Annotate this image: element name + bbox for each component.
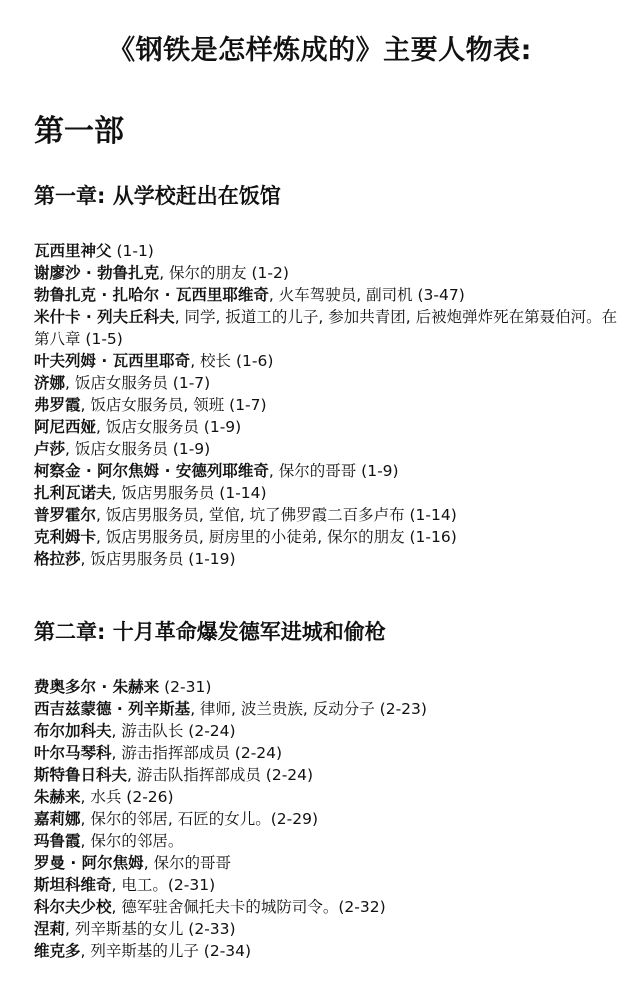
character-description: , 保尔的哥哥 — [143, 854, 232, 872]
list-item — [34, 394, 624, 416]
character-description: , 保尔的朋友 (1-2) — [159, 264, 289, 282]
character-name: 济娜 — [34, 374, 66, 392]
character-name: 朱赫来 — [34, 788, 81, 806]
list-item — [34, 676, 624, 698]
character-name: 维克多 — [34, 942, 81, 960]
list-item — [34, 526, 624, 548]
character-name: 格拉莎 — [34, 550, 81, 568]
character-description: , 饭店男服务员 (1-14) — [111, 484, 267, 502]
character-name: 布尔加科夫 — [34, 722, 112, 740]
character-name: 柯察金 · 阿尔焦姆 · 安德列耶维奇 — [34, 462, 269, 480]
character-description: , 饭店男服务员 (1-19) — [80, 550, 236, 568]
chapter-section — [34, 618, 624, 962]
character-description: , 列辛斯基的女儿 (2-33) — [65, 920, 236, 938]
character-name: 阿尼西娅 — [34, 418, 97, 436]
list-item — [34, 548, 624, 570]
character-name: 普罗霍尔 — [34, 506, 97, 524]
character-name: 斯坦科维奇 — [34, 876, 112, 894]
character-description: , 同学, 扳道工的儿子, 参加共青团, 后被炮弹炸死在第聂伯河。在第八章 (1-5) — [34, 308, 618, 348]
list-item — [34, 940, 624, 962]
character-description: , 律师, 波兰贵族, 反动分子 (2-23) — [190, 700, 427, 718]
character-name: 嘉莉娜 — [34, 810, 81, 828]
list-item — [34, 460, 624, 482]
character-description: , 饭店女服务员 (1-7) — [65, 374, 211, 392]
character-description: , 游击队长 (2-24) — [111, 722, 236, 740]
character-description: , 饭店女服务员 (1-9) — [65, 440, 211, 458]
document-title: 《钢铁是怎样炼成的》主要人物表: — [108, 35, 532, 66]
character-description: , 德军驻舍佩托夫卡的城防司令。(2-32) — [111, 898, 386, 916]
character-name: 涅莉 — [34, 920, 66, 938]
list-item — [34, 852, 624, 874]
character-list — [34, 240, 624, 570]
list-item — [34, 896, 624, 918]
list-item — [34, 698, 624, 720]
list-item — [34, 764, 624, 786]
character-name: 克利姆卡 — [34, 528, 97, 546]
character-description: , 列辛斯基的儿子 (2-34) — [80, 942, 252, 960]
chapter-section — [34, 182, 624, 570]
character-description: , 校长 (1-6) — [190, 352, 274, 370]
list-item — [34, 372, 624, 394]
character-description: , 饭店女服务员 (1-9) — [96, 418, 242, 436]
character-description: , 保尔的哥哥 (1-9) — [268, 462, 399, 480]
list-item — [34, 284, 624, 306]
character-name: 叶夫列姆 · 瓦西里耶奇 — [34, 352, 191, 370]
chapter-heading: 第二章: 十月革命爆发德军进城和偷枪 — [34, 620, 386, 644]
list-item — [34, 416, 624, 438]
character-description: , 电工。(2-31) — [111, 876, 216, 894]
list-item — [34, 874, 624, 896]
list-item — [34, 240, 624, 262]
character-description: , 饭店男服务员, 厨房里的小徒弟, 保尔的朋友 (1-16) — [96, 528, 457, 546]
character-name: 米什卡 · 列夫丘科夫 — [34, 308, 175, 326]
character-description: , 饭店女服务员, 领班 (1-7) — [80, 396, 267, 414]
character-name: 罗曼 · 阿尔焦姆 — [34, 854, 144, 872]
character-description: , 保尔的邻居。 — [80, 832, 184, 850]
character-name: 谢廖沙 · 勃鲁扎克 — [34, 264, 160, 282]
list-item — [34, 918, 624, 940]
character-name: 弗罗霞 — [34, 396, 81, 414]
character-description: , 游击指挥部成员 (2-24) — [111, 744, 283, 762]
character-name: 斯特鲁日科夫 — [34, 766, 128, 784]
character-name: 费奥多尔 · 朱赫来 — [34, 678, 160, 696]
chapter-heading: 第一章: 从学校赶出在饭馆 — [34, 184, 281, 208]
character-description: , 火车驾驶员, 副司机 (3-47) — [268, 286, 465, 304]
list-item — [34, 306, 624, 350]
character-name: 卢莎 — [34, 440, 66, 458]
character-name: 勃鲁扎克 · 扎哈尔 · 瓦西里耶维奇 — [34, 286, 269, 304]
character-description: , 保尔的邻居, 石匠的女儿。(2-29) — [80, 810, 318, 828]
list-item — [34, 786, 624, 808]
character-description: , 游击队指挥部成员 (2-24) — [127, 766, 314, 784]
list-item — [34, 350, 624, 372]
character-name: 玛鲁霞 — [34, 832, 81, 850]
character-description: (1-1) — [111, 242, 154, 260]
list-item — [34, 482, 624, 504]
character-name: 科尔夫少校 — [34, 898, 112, 916]
character-name: 叶尔马琴科 — [34, 744, 112, 762]
list-item — [34, 808, 624, 830]
character-list — [34, 676, 624, 962]
character-name: 西吉兹蒙德 · 列辛斯基 — [34, 700, 191, 718]
character-name: 扎利瓦诺夫 — [34, 484, 112, 502]
list-item — [34, 720, 624, 742]
list-item — [34, 504, 624, 526]
list-item — [34, 742, 624, 764]
list-item — [34, 830, 624, 852]
character-description: (2-31) — [159, 678, 212, 696]
character-description: , 饭店男服务员, 堂倌, 坑了佛罗霞二百多卢布 (1-14) — [96, 506, 457, 524]
list-item — [34, 438, 624, 460]
list-item — [34, 262, 624, 284]
character-description: , 水兵 (2-26) — [80, 788, 174, 806]
character-name: 瓦西里神父 — [34, 242, 112, 260]
part-heading: 第一部 — [34, 114, 124, 149]
